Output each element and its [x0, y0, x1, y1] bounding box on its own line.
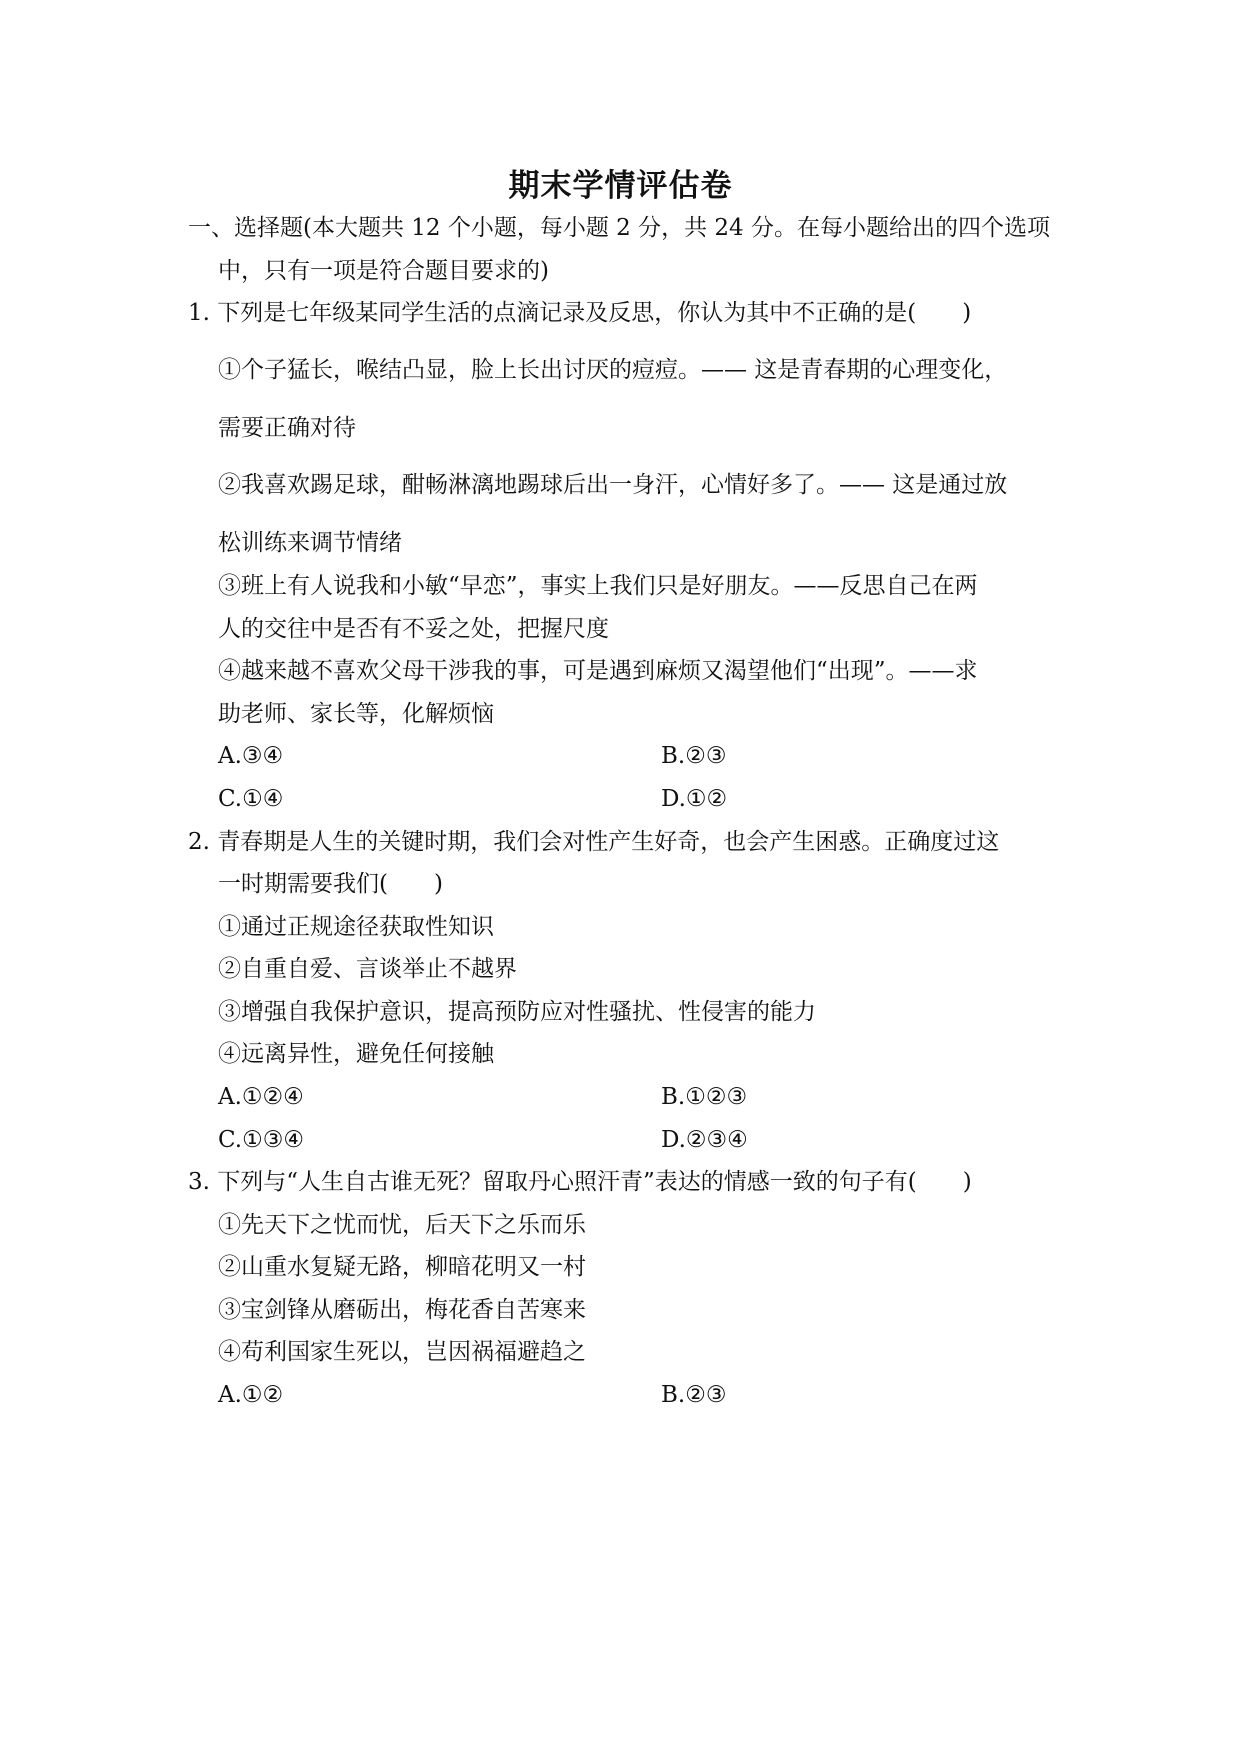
section-heading-line-1: 一、选择题(本大题共 12 个小题，每小题 2 分，共 24 分。在每小题给出的四个选项: [188, 215, 1051, 241]
statement-line: ④越来越不喜欢父母干涉我的事，可是遇到麻烦又渴望他们“出现”。——求: [218, 658, 978, 684]
option-c: C.①③④: [218, 1127, 304, 1153]
statement-line: ①通过正规途径获取性知识: [218, 914, 494, 940]
statement-line: ④苟利国家生死以，岂因祸福避趋之: [218, 1339, 586, 1365]
question-stem: 3. 下列与“人生自古谁无死？留取丹心照汗青”表达的情感一致的句子有( ): [188, 1169, 972, 1195]
statement-line: 松训练来调节情绪: [218, 530, 402, 556]
option-b: B.②③: [661, 743, 727, 769]
option-d: D.①②: [661, 786, 728, 812]
statement-line: ③增强自我保护意识，提高预防应对性骚扰、性侵害的能力: [218, 999, 816, 1025]
question-stem: 2. 青春期是人生的关键时期，我们会对性产生好奇，也会产生困惑。正确度过这: [188, 829, 1000, 855]
statement-line: ④远离异性，避免任何接触: [218, 1041, 494, 1067]
option-a: A.③④: [218, 743, 284, 769]
question-stem: 1. 下列是七年级某同学生活的点滴记录及反思，你认为其中不正确的是( ): [188, 300, 972, 326]
section-heading-line-2: 中，只有一项是符合题目要求的): [218, 258, 549, 284]
statement-line: ③班上有人说我和小敏“早恋”，事实上我们只是好朋友。——反思自己在两: [218, 573, 978, 599]
statement-line: ③宝剑锋从磨砺出，梅花香自苦寒来: [218, 1297, 586, 1323]
option-d: D.②③④: [661, 1127, 748, 1153]
statement-line: ①个子猛长，喉结凸显，脸上长出讨厌的痘痘。—— 这是青春期的心理变化，: [218, 357, 1008, 383]
option-a: A.①②: [218, 1382, 284, 1408]
statement-line: 助老师、家长等，化解烦恼: [218, 701, 494, 727]
statement-line: 人的交往中是否有不妥之处，把握尺度: [218, 616, 609, 642]
option-c: C.①④: [218, 786, 284, 812]
option-b: B.①②③: [661, 1084, 748, 1110]
statement-line: ②自重自爱、言谈举止不越界: [218, 956, 517, 982]
statement-line: ①先天下之忧而忧，后天下之乐而乐: [218, 1212, 586, 1238]
option-a: A.①②④: [218, 1084, 304, 1110]
statement-line: ②我喜欢踢足球，酣畅淋漓地踢球后出一身汗，心情好多了。—— 这是通过放: [218, 472, 1008, 498]
option-b: B.②③: [661, 1382, 727, 1408]
question-stem: 一时期需要我们( ): [218, 871, 443, 897]
statement-line: ②山重水复疑无路，柳暗花明又一村: [218, 1254, 586, 1280]
page-title: 期末学情评估卷: [508, 168, 733, 204]
statement-line: 需要正确对待: [218, 415, 356, 441]
